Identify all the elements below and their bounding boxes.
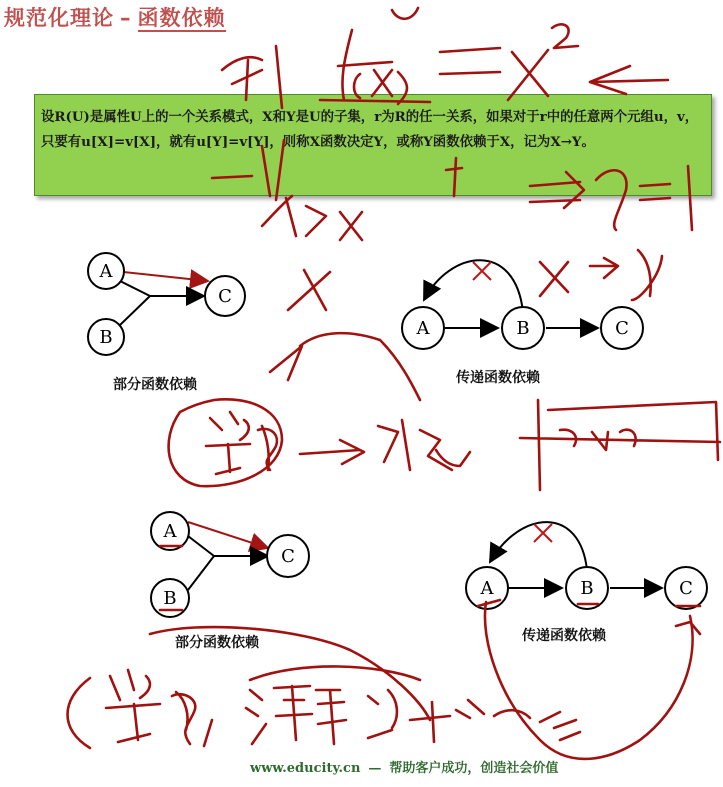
svg-text:B: B	[516, 318, 530, 339]
transitive-caption: 传递函数依赖	[522, 628, 606, 644]
footer-slogan: 帮助客户成功，创造社会价值	[389, 761, 559, 776]
node-a	[151, 512, 189, 550]
svg-text:B: B	[580, 578, 594, 599]
footer	[250, 757, 558, 776]
title-separator: –	[120, 6, 132, 30]
definition-text: 设R(U)是属性U上的一个关系模式，X和Y是U的子集，r为R的任一关系，如果对于r中的任意两个元组u，v，只要有u[X]=v[X]，就有u[Y]=v[Y]，则称X函数决定Y，或称Y函数依赖于X，记为X→Y。	[41, 109, 699, 150]
transitive-caption: 传递函数依赖	[456, 370, 540, 386]
edge-a-join	[188, 536, 214, 556]
svg-text:A: A	[99, 261, 113, 282]
title-prefix: 规范化理论	[4, 6, 114, 30]
footer-separator: —	[368, 761, 382, 776]
svg-text:A: A	[480, 578, 494, 599]
svg-text:B: B	[163, 588, 177, 609]
svg-text:C: C	[281, 546, 295, 567]
footer-site-link[interactable]: www.educity.cn	[250, 761, 361, 776]
partial-caption: 部分函数依赖	[113, 377, 197, 393]
svg-text:A: A	[163, 521, 177, 542]
svg-text:B: B	[99, 327, 113, 348]
svg-text:C: C	[218, 286, 232, 307]
transitive-dependency-diagram-lower	[466, 522, 707, 644]
svg-text:C: C	[615, 318, 629, 339]
title-highlight: 函数依赖	[137, 6, 226, 30]
svg-text:A: A	[416, 318, 430, 339]
partial-caption: 部分函数依赖	[175, 635, 259, 651]
node-c	[665, 567, 707, 609]
svg-text:C: C	[679, 578, 693, 599]
cross-mark-icon	[534, 524, 552, 542]
edge-b-join	[188, 556, 214, 590]
node-c	[267, 535, 309, 577]
